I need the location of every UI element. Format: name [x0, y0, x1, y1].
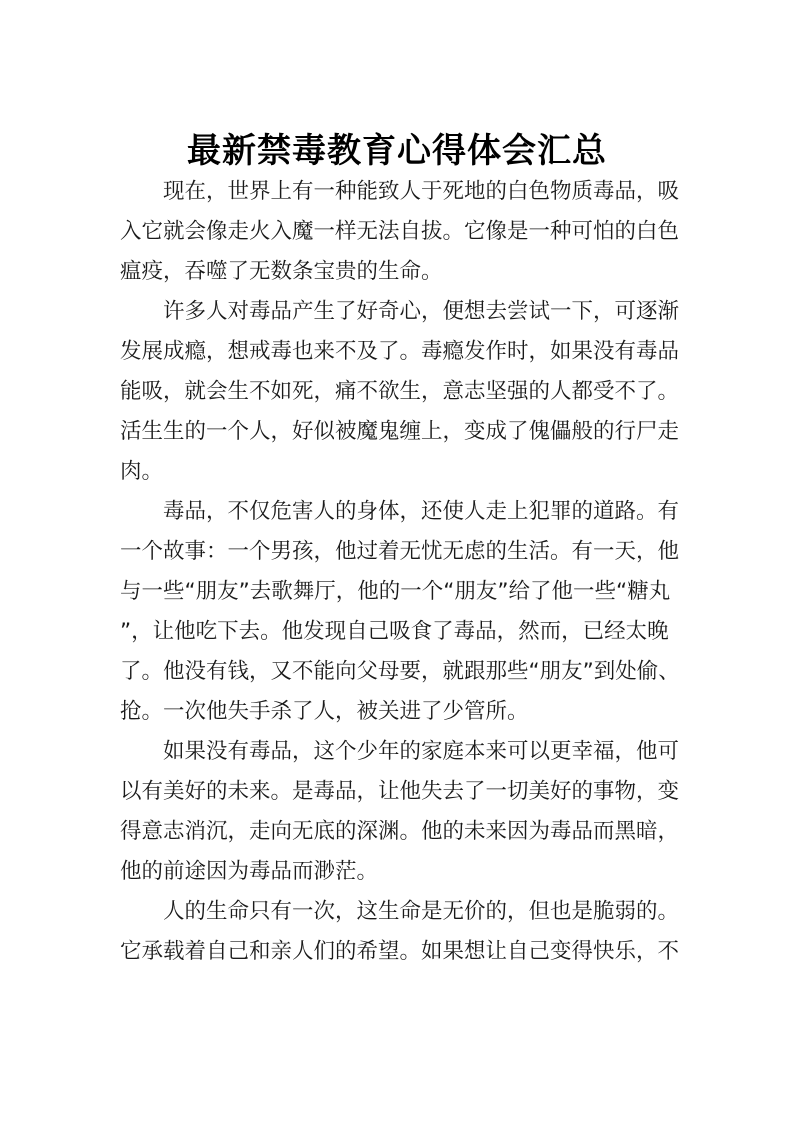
- document-title: 最新禁毒教育心得体会汇总: [187, 130, 607, 171]
- document-body: [120, 172, 680, 972]
- paragraph: 毒品，不仅危害人的身体，还使人走上犯罪的道路。有一个故事：一个男孩，他过着无忧无虑的生活。有一天，他与一些“朋友”去歌舞厅，他的一个“朋友”给了他一些“糖丸”，让他吃下去。他发现自己吸食了毒品，然而，已经太晚了。他没有钱，又不能向父母要，就跟那些“朋友”到处偷、抢。一次他失手杀了人，被关进了少管所。: [120, 499, 680, 724]
- paragraph: 许多人对毒品产生了好奇心，便想去尝试一下，可逐渐发展成瘾，想戒毒也来不及了。毒瘾发作时，如果没有毒品能吸，就会生不如死，痛不欲生，意志坚强的人都受不了。活生生的一个人，好似被魔鬼缠上，变成了傀儡般的行尸走肉。: [120, 299, 680, 484]
- paragraph: 如果没有毒品，这个少年的家庭本来可以更幸福，他可以有美好的未来。是毒品，让他失去了一切美好的事物，变得意志消沉，走向无底的深渊。他的未来因为毒品而黑暗，他的前途因为毒品而渺茫。: [120, 739, 680, 884]
- paragraph: 人的生命只有一次，这生命是无价的，但也是脆弱的。它承载着自己和亲人们的希望。如果想让自己变得快乐，不: [120, 899, 680, 964]
- paragraph: 现在，世界上有一种能致人于死地的白色物质毒品，吸入它就会像走火入魔一样无法自拔。它像是一种可怕的白色瘟疫，吞噬了无数条宝贵的生命。: [120, 179, 680, 284]
